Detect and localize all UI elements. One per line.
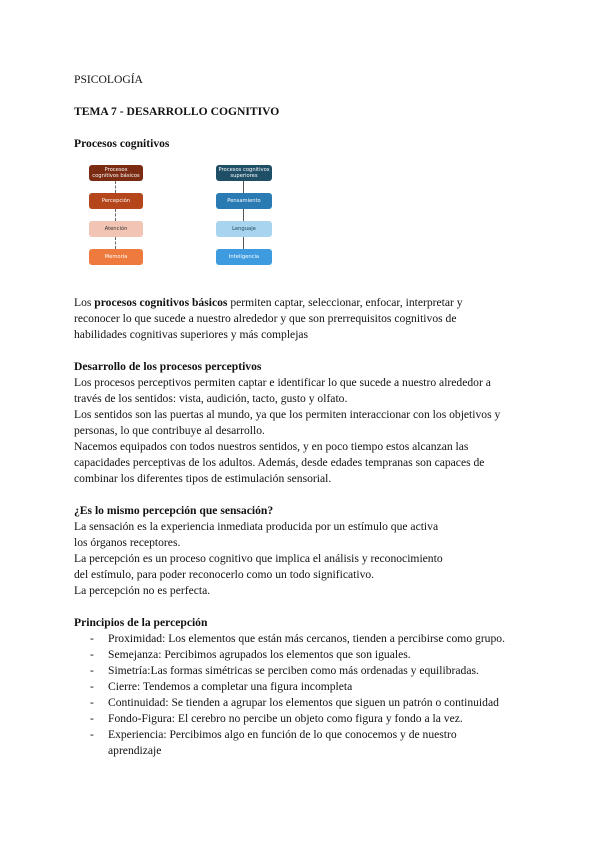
diagram-connector — [243, 209, 244, 221]
list-item-text: Proximidad: Los elementos que están más cercanos, tienden a percibirse como grupo. — [108, 632, 505, 645]
diagram-box-basic-processes: Procesos cognitivos básicos — [89, 165, 143, 181]
diagram-box-perception: Percepción — [89, 193, 143, 209]
text-run: permiten captar, seleccionar, enfocar, interpretar y — [227, 296, 463, 309]
diagram-box-thought: Pensamiento — [216, 193, 272, 209]
bullet-dash: - — [90, 648, 94, 661]
diagram-connector — [243, 181, 244, 193]
paragraph-line: Los sentidos son las puertas al mundo, ya que los permiten interaccionar con los objetivos y — [74, 408, 501, 421]
bullet-dash: - — [90, 680, 94, 693]
diagram-box-memory: Memoria — [89, 249, 143, 265]
page-title: TEMA 7 - DESARROLLO COGNITIVO — [74, 105, 280, 118]
paragraph-line: La sensación es la experiencia inmediata producida por un estímulo que activa — [74, 520, 439, 533]
paragraph-line: capacidades perceptivas de los adultos. Además, desde edades tempranas son capaces de — [74, 456, 485, 469]
list-item-text: Simetría:Las formas simétricas se perciben como más ordenadas y equilibradas. — [108, 664, 479, 677]
paragraph-line: habilidades cognitivas superiores y más complejas — [74, 328, 309, 341]
list-item-text: Fondo-Figura: El cerebro no percibe un objeto como figura y fondo a la vez. — [108, 712, 463, 725]
paragraph-line: La percepción no es perfecta. — [74, 584, 211, 597]
bullet-dash: - — [90, 728, 94, 741]
paragraph-line: del estímulo, para poder reconocerlo como un todo significativo. — [74, 568, 375, 581]
diagram-box-higher-processes: Procesos cognitivos superiores — [216, 165, 272, 181]
diagram-connector — [115, 209, 116, 221]
diagram-connector — [115, 181, 116, 193]
paragraph-line: La percepción es un proceso cognitivo que implica el análisis y reconocimiento — [74, 552, 443, 565]
paragraph-line: reconocer lo que sucede a nuestro alrededor y que son prerrequisitos cognitivos de — [74, 312, 457, 325]
diagram-box-intelligence: Inteligencia — [216, 249, 272, 265]
paragraph-line: través de los sentidos: vista, audición, tacto, gusto y olfato. — [74, 392, 348, 405]
list-item-text: Semejanza: Percibimos agrupados los elementos que son iguales. — [108, 648, 411, 661]
list-item-text: Experiencia: Percibimos algo en función de lo que conocemos y de nuestro — [108, 728, 457, 741]
section-heading-cognitive-processes: Procesos cognitivos — [74, 137, 170, 150]
list-item-text: Cierre: Tendemos a completar una figura incompleta — [108, 680, 353, 693]
diagram-connector — [115, 237, 116, 249]
text-run: Los — [74, 296, 95, 309]
paragraph-line: combinar los diferentes tipos de estimulación sensorial. — [74, 472, 332, 485]
section-heading-perception-principles: Principios de la percepción — [74, 616, 208, 629]
section-heading-perception-vs-sensation: ¿Es lo mismo percepción que sensación? — [74, 504, 274, 517]
section-heading-perceptive-development: Desarrollo de los procesos perceptivos — [74, 360, 262, 373]
paragraph-line: Nacemos equipados con todos nuestros sentidos, y en poco tiempo estos alcanzan las — [74, 440, 469, 453]
list-item-text: aprendizaje — [108, 744, 162, 757]
diagram-box-language: Lenguaje — [216, 221, 272, 237]
bullet-dash: - — [90, 712, 94, 725]
course-label: PSICOLOGÍA — [74, 73, 143, 86]
paragraph-line: los órganos receptores. — [74, 536, 181, 549]
diagram-connector — [243, 237, 244, 249]
bold-term: procesos cognitivos básicos — [94, 296, 228, 309]
bullet-dash: - — [90, 696, 94, 709]
paragraph-line — [74, 295, 463, 311]
paragraph-line: Los procesos perceptivos permiten captar e identificar lo que sucede a nuestro alrededor a — [74, 376, 491, 389]
paragraph-line: personas, lo que contribuye al desarrollo. — [74, 424, 265, 437]
bullet-dash: - — [90, 632, 94, 645]
bullet-dash: - — [90, 664, 94, 677]
list-item-text: Continuidad: Se tienden a agrupar los elementos que siguen un patrón o continuidad — [108, 696, 499, 709]
diagram-box-attention: Atención — [89, 221, 143, 237]
